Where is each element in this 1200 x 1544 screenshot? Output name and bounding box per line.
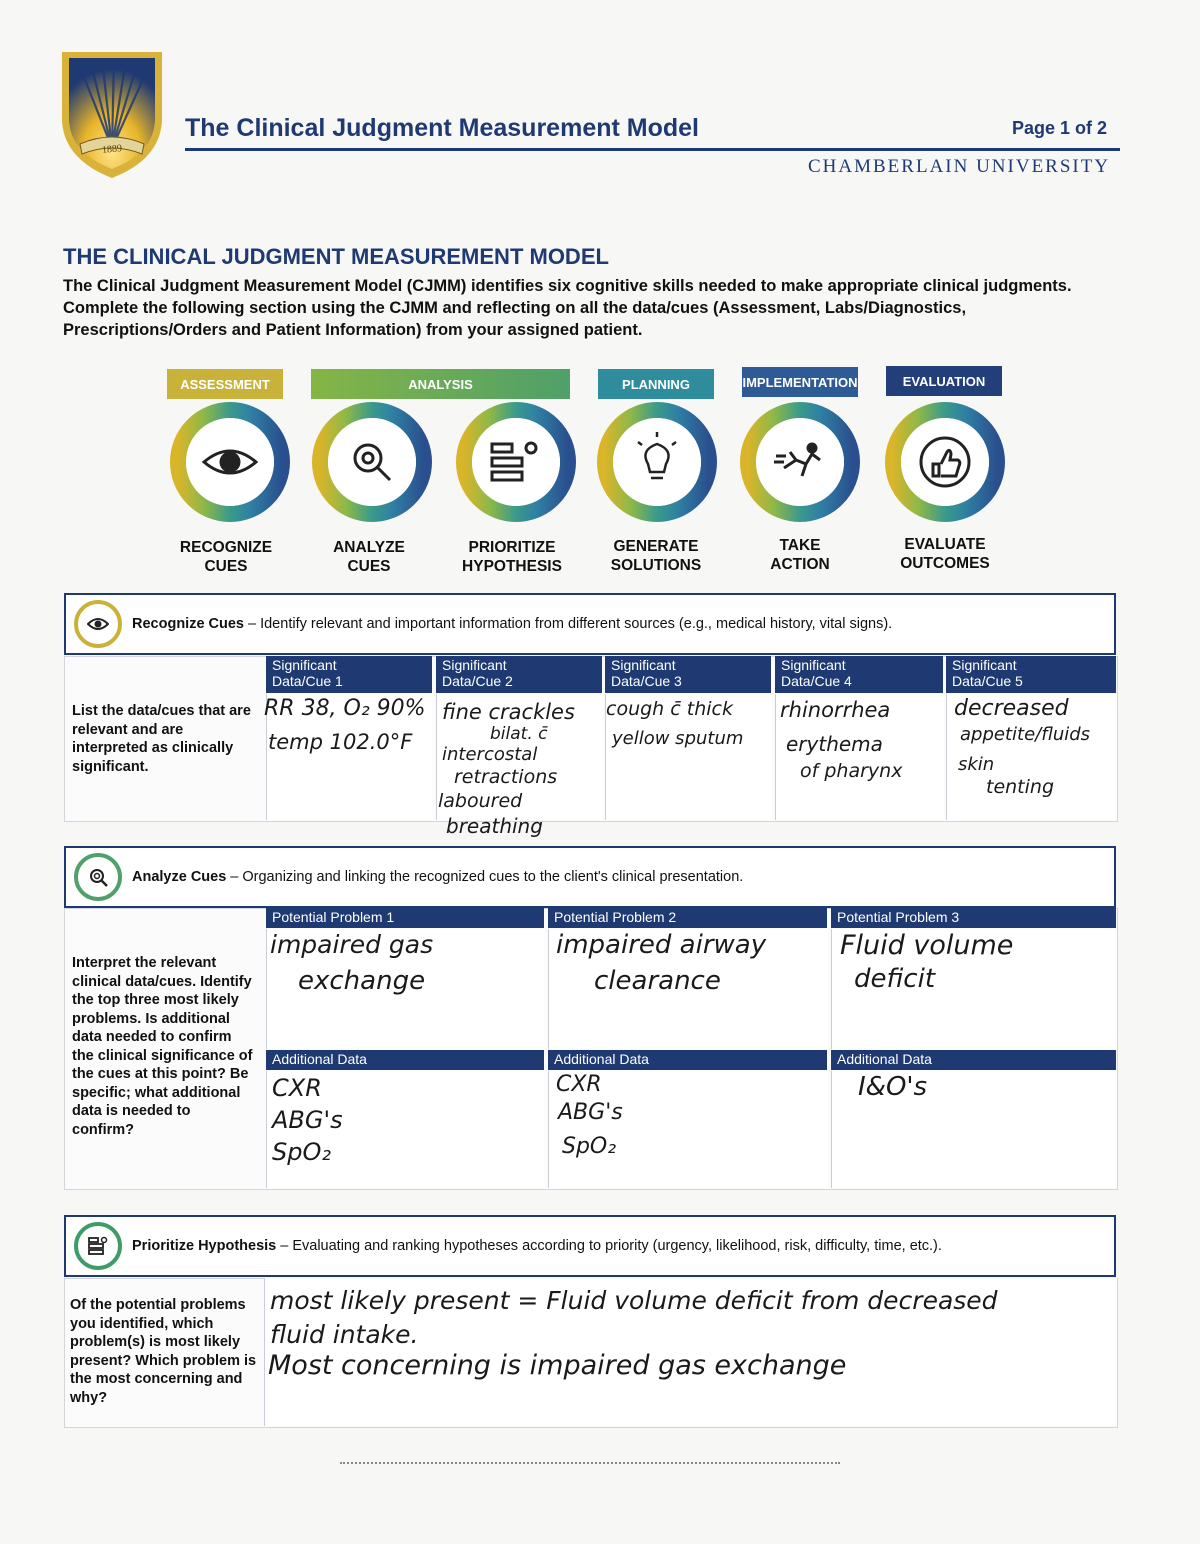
cue-5-note: decreased — [954, 696, 1069, 721]
prioritize-answer-line: fluid intake. — [270, 1320, 419, 1349]
step-take-action — [730, 536, 870, 574]
step-line1: PRIORITIZE — [468, 539, 556, 556]
cue-head-line2: Data/Cue 5 — [952, 673, 1023, 689]
step-line2: CUES — [347, 558, 391, 575]
stage-analysis-label: ANALYSIS — [408, 376, 473, 392]
recognize-cues-title: Recognize Cues — [132, 616, 244, 632]
additional-data-1-note: CXR — [272, 1074, 322, 1102]
cue-2-note: fine crackles — [442, 700, 575, 724]
step-recognize-cues — [156, 538, 296, 576]
recognize-row-label: List the data/cues that are relevant and are interpreted as clinically significant. — [72, 703, 251, 775]
analyze-cues-title: Analyze Cues — [132, 869, 227, 885]
stage-assessment — [167, 369, 283, 399]
prioritize-answer-line: Most concerning is impaired gas exchange — [268, 1350, 847, 1381]
problem-3-note: Fluid volume — [840, 930, 1014, 961]
shield-year: 1889 — [101, 142, 123, 157]
step-line1: ANALYZE — [333, 539, 405, 556]
prioritize-row-label: Of the potential problems you identified, which problem(s) is most likely present? Which problem is the most concerning and why? — [70, 1297, 257, 1406]
problem-2-header: Potential Problem 2 — [548, 908, 827, 928]
cue-5-note: appetite/fluids — [960, 724, 1091, 745]
analyze-cues-header — [64, 846, 1116, 908]
additional-data-1-header: Additional Data — [266, 1050, 544, 1070]
step-line2: HYPOTHESIS — [462, 558, 562, 575]
additional-data-3-header: Additional Data — [831, 1050, 1116, 1070]
analyze-row-label: Interpret the relevant clinical data/cues. Identify the top three most likely problems. Is additional data needed to confirm the clinical significance of the cues at this point? Be specific; what additional data is needed to confirm? — [72, 955, 253, 1138]
stage-evaluation-label: EVALUATION — [902, 373, 986, 389]
cue-2-header — [436, 656, 602, 693]
cue-head-line1: Significant — [611, 657, 676, 673]
cue-head-line1: Significant — [781, 657, 846, 673]
step-line1: GENERATE — [613, 538, 699, 555]
additional-data-2-note: CXR — [556, 1072, 602, 1097]
cue-1-header — [266, 656, 432, 693]
problem-1-note: impaired gas — [270, 930, 434, 959]
cue-head-line2: Data/Cue 3 — [611, 673, 682, 689]
stage-evaluation — [886, 366, 1002, 396]
recognize-cues-desc: – Identify relevant and important information from different sources (e.g., medical history, vital signs). — [248, 616, 893, 632]
header-divider — [185, 148, 1120, 151]
problem-2-note: impaired airway — [556, 930, 767, 960]
cjmm-chain-diagram — [160, 402, 1020, 532]
header-title: The Clinical Judgment Measurement Model — [185, 114, 699, 142]
additional-data-3-note: I&O's — [858, 1072, 928, 1102]
gear-magnifier-icon — [74, 853, 122, 901]
eye-icon — [74, 600, 122, 648]
university-shield-logo — [58, 48, 166, 180]
additional-data-2-note: SpO₂ — [562, 1134, 617, 1159]
cue-head-line1: Significant — [952, 657, 1017, 673]
step-line2: OUTCOMES — [900, 555, 990, 572]
step-line2: SOLUTIONS — [610, 557, 702, 574]
step-evaluate-outcomes — [875, 535, 1015, 573]
list-icon — [74, 1222, 122, 1270]
cue-head-line2: Data/Cue 1 — [272, 673, 343, 689]
cue-head-line2: Data/Cue 2 — [442, 673, 513, 689]
page-number: Page 1 of 2 — [1012, 118, 1108, 138]
section-intro: The Clinical Judgment Measurement Model (CJMM) identifies six cognitive skills needed to make appropriate clinical judgments. Complete the following section using the CJMM and reflecting on all the data/cues (Assessment, Labs/Diagnostics, Prescriptions/Orders and Patient Information) from your assigned patient. — [63, 277, 1072, 339]
step-generate-solutions — [586, 537, 726, 575]
cue-5-note: tenting — [986, 776, 1055, 798]
prioritize-hypothesis-header — [64, 1215, 1116, 1277]
prioritize-hypothesis-title: Prioritize Hypothesis — [132, 1238, 277, 1254]
cue-head-line2: Data/Cue 4 — [781, 673, 852, 689]
cue-2-note: intercostal — [442, 744, 538, 765]
stage-planning — [598, 369, 714, 399]
stage-implementation — [742, 367, 858, 397]
university-name: CHAMBERLAIN UNIVERSITY — [808, 156, 1111, 177]
prioritize-answer-line: most likely present = Fluid volume deficit from decreased — [270, 1286, 998, 1315]
step-line1: EVALUATE — [904, 536, 986, 553]
section-title: THE CLINICAL JUDGMENT MEASUREMENT MODEL — [63, 244, 609, 269]
stage-implementation-label: IMPLEMENTATION — [742, 374, 858, 390]
step-prioritize-hypothesis — [442, 538, 582, 576]
cue-2-note: laboured — [438, 790, 523, 812]
stage-planning-label: PLANNING — [622, 376, 690, 392]
step-line1: RECOGNIZE — [179, 539, 273, 556]
additional-data-1-note: ABG's — [272, 1106, 343, 1134]
problem-1-note: exchange — [298, 966, 426, 996]
cue-3-note: yellow sputum — [612, 728, 744, 749]
cue-head-line1: Significant — [272, 657, 337, 673]
analyze-cues-desc: – Organizing and linking the recognized cues to the client's clinical presentation. — [230, 869, 744, 885]
cue-4-note: rhinorrhea — [780, 698, 891, 722]
step-analyze-cues — [299, 538, 439, 576]
footer-rule — [340, 1462, 840, 1467]
cue-5-note: skin — [958, 754, 995, 775]
cue-3-header — [605, 656, 771, 693]
step-line2: CUES — [204, 558, 248, 575]
problem-3-header: Potential Problem 3 — [831, 908, 1116, 928]
cue-2-note: retractions — [454, 766, 558, 788]
stage-analysis — [311, 369, 570, 399]
cue-4-note: erythema — [786, 732, 883, 756]
additional-data-2-header: Additional Data — [548, 1050, 827, 1070]
additional-data-1-note: SpO₂ — [272, 1138, 331, 1166]
recognize-cues-header — [64, 593, 1116, 655]
problem-1-header: Potential Problem 1 — [266, 908, 544, 928]
stage-assessment-label: ASSESSMENT — [180, 376, 270, 392]
cue-2-note: bilat. c̄ — [490, 724, 548, 744]
cue-3-note: cough c̄ thick — [606, 698, 733, 720]
cue-5-header — [946, 656, 1116, 693]
step-line1: TAKE — [779, 537, 821, 554]
cue-4-note: of pharynx — [800, 760, 903, 782]
cue-head-line1: Significant — [442, 657, 507, 673]
step-line2: ACTION — [770, 556, 830, 573]
cue-1-note: temp 102.0°F — [268, 730, 413, 754]
problem-3-note: deficit — [854, 964, 936, 994]
problem-2-note: clearance — [594, 966, 721, 996]
prioritize-hypothesis-desc: – Evaluating and ranking hypotheses according to priority (urgency, likelihood, risk, difficulty, time, etc.). — [280, 1238, 942, 1254]
cue-4-header — [775, 656, 943, 693]
additional-data-2-note: ABG's — [558, 1100, 623, 1125]
cue-2-note: breathing — [446, 814, 543, 838]
cue-1-note: RR 38, O₂ 90% — [264, 696, 426, 721]
